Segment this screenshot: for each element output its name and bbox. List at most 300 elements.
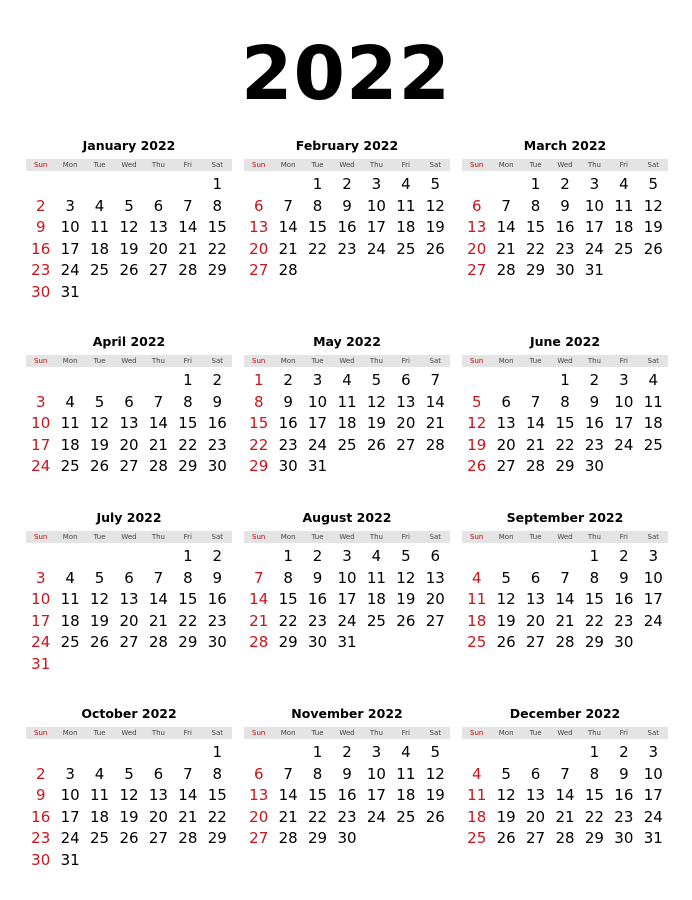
day-cell: 19 [496, 807, 516, 826]
empty-cell [244, 742, 273, 764]
month-calendar [462, 333, 668, 478]
weekday-label: Sat [429, 533, 441, 541]
day-cell: 31 [584, 261, 604, 280]
day-cell: 18 [396, 218, 416, 237]
day-cell: 21 [278, 807, 298, 826]
day-cell: 26 [425, 807, 445, 826]
day-cell: 17 [614, 414, 634, 433]
day-cell: 5 [501, 568, 511, 587]
empty-cell [244, 174, 273, 196]
day-cell: 11 [643, 392, 663, 411]
day-cell: 5 [501, 764, 511, 783]
day-cell: 13 [496, 414, 516, 433]
day-cell: 25 [60, 457, 80, 476]
day-cell: 1 [312, 743, 323, 761]
day-cell: 13 [526, 786, 546, 805]
day-cell: 22 [308, 239, 328, 258]
day-cell: 5 [648, 175, 659, 193]
empty-cell [26, 174, 55, 196]
day-cell: 21 [496, 239, 516, 258]
day-cell: 29 [178, 457, 198, 476]
day-cell: 21 [278, 239, 298, 258]
weekday-label: Thu [369, 357, 383, 365]
day-cell: 11 [614, 196, 634, 215]
day-cell: 20 [526, 807, 546, 826]
day-cell: 12 [366, 392, 386, 411]
weekday-label: Fri [183, 533, 192, 541]
month-title: April 2022 [92, 334, 166, 349]
day-cell-sunday: 6 [253, 196, 264, 215]
day-cell: 7 [530, 392, 541, 411]
day-cell: 17 [337, 590, 357, 609]
day-grid [26, 370, 232, 478]
day-cell: 27 [119, 633, 139, 652]
day-cell: 23 [278, 435, 298, 454]
day-cell: 9 [619, 764, 629, 783]
day-cell: 17 [308, 414, 328, 433]
weekday-header [244, 531, 450, 543]
day-cell-sunday: 20 [249, 807, 269, 826]
day-cell: 24 [366, 807, 386, 826]
weekday-label: Fri [619, 533, 628, 541]
weekday-label: Thu [369, 161, 383, 169]
day-cell: 21 [425, 414, 445, 433]
weekday-label: Sun [252, 729, 266, 737]
day-cell: 2 [619, 547, 629, 565]
weekday-label: Thu [151, 161, 165, 169]
empty-cell [26, 742, 55, 764]
weekday-header [244, 159, 450, 171]
day-cell: 12 [643, 196, 663, 215]
day-cell: 17 [643, 786, 663, 805]
day-cell: 16 [207, 414, 227, 433]
weekday-label: Sun [252, 161, 266, 169]
day-cell-sunday: 24 [31, 633, 51, 652]
day-cell: 28 [496, 261, 516, 280]
day-cell: 30 [207, 633, 227, 652]
empty-cell [173, 742, 202, 764]
day-cell-sunday: 13 [249, 786, 269, 805]
day-cell: 16 [337, 786, 357, 805]
day-cell: 27 [425, 611, 445, 630]
day-cell: 3 [648, 743, 659, 761]
empty-cell [114, 546, 143, 568]
day-cell: 25 [366, 611, 386, 630]
day-cell: 13 [425, 568, 445, 587]
day-cell: 3 [342, 547, 352, 565]
weekday-label: Mon [62, 357, 78, 365]
day-grid [244, 174, 450, 282]
day-cell: 2 [342, 743, 352, 761]
day-cell: 10 [614, 392, 634, 411]
day-cell: 24 [60, 261, 80, 280]
day-cell: 13 [148, 218, 168, 237]
day-cell: 18 [366, 590, 386, 609]
day-cell: 23 [555, 239, 575, 258]
month-calendar [26, 509, 232, 676]
day-cell: 23 [207, 435, 227, 454]
weekday-label: Tue [529, 161, 542, 169]
day-cell: 5 [94, 568, 105, 587]
day-cell: 3 [619, 371, 629, 389]
day-cell-sunday: 18 [467, 611, 487, 630]
day-cell: 28 [148, 633, 168, 652]
day-cell: 10 [366, 764, 386, 783]
day-cell-sunday: 30 [31, 850, 51, 869]
weekday-label: Sun [470, 533, 484, 541]
day-cell: 20 [396, 414, 416, 433]
month-calendar [244, 705, 450, 850]
day-cell: 1 [183, 547, 193, 565]
day-grid [462, 174, 668, 282]
month-calendar [462, 137, 668, 282]
day-cell: 24 [584, 239, 604, 258]
day-cell-sunday: 31 [31, 654, 51, 673]
day-cell: 28 [148, 457, 168, 476]
day-cell-sunday: 17 [31, 435, 51, 454]
day-cell: 14 [278, 786, 298, 805]
weekday-header [244, 727, 450, 739]
day-cell: 27 [526, 829, 546, 848]
day-grid [26, 546, 232, 676]
month-calendar [26, 137, 232, 304]
day-cell: 3 [589, 175, 600, 193]
month-title: June 2022 [529, 334, 601, 349]
day-cell: 21 [555, 807, 575, 826]
weekday-label: Wed [339, 161, 355, 169]
day-cell: 25 [643, 435, 663, 454]
weekday-label: Mon [280, 357, 296, 365]
day-cell: 11 [337, 392, 357, 411]
month-title: May 2022 [313, 334, 381, 349]
day-cell: 26 [496, 829, 516, 848]
day-cell: 8 [183, 568, 193, 587]
day-cell: 15 [178, 590, 198, 609]
day-cell: 24 [60, 829, 80, 848]
day-cell: 6 [153, 196, 164, 215]
day-cell-sunday: 6 [253, 764, 264, 783]
day-cell: 28 [278, 829, 298, 848]
empty-cell [273, 174, 302, 196]
day-cell: 1 [560, 371, 570, 389]
weekday-label: Tue [311, 729, 324, 737]
month-calendar [244, 509, 450, 654]
empty-cell [114, 174, 143, 196]
weekday-label: Sun [470, 729, 484, 737]
empty-cell [462, 742, 491, 764]
weekday-label: Thu [587, 533, 601, 541]
weekday-label: Thu [587, 161, 601, 169]
day-cell: 18 [90, 807, 110, 826]
weekday-label: Fri [183, 161, 192, 169]
weekday-label: Mon [280, 533, 296, 541]
day-cell: 5 [124, 764, 134, 783]
day-cell: 31 [308, 457, 328, 476]
day-cell: 2 [312, 547, 323, 565]
day-cell: 11 [90, 786, 110, 805]
day-cell: 19 [90, 611, 110, 630]
day-cell-sunday: 25 [467, 829, 487, 848]
day-cell: 2 [619, 743, 629, 761]
weekday-label: Sun [34, 357, 48, 365]
day-cell: 1 [283, 547, 293, 565]
day-grid [462, 370, 668, 478]
day-cell: 10 [308, 392, 328, 411]
day-cell: 21 [526, 435, 546, 454]
day-grid [26, 174, 232, 304]
day-cell: 29 [308, 829, 328, 848]
day-cell-sunday: 19 [467, 435, 487, 454]
day-cell-sunday: 9 [35, 786, 46, 805]
weekday-header [244, 355, 450, 367]
day-cell: 19 [643, 218, 663, 237]
day-cell: 16 [614, 590, 634, 609]
weekday-label: Tue [93, 357, 106, 365]
day-cell: 11 [60, 590, 80, 609]
weekday-label: Wed [121, 161, 137, 169]
day-cell: 23 [207, 611, 227, 630]
day-cell-sunday: 20 [467, 239, 487, 258]
empty-cell [114, 742, 143, 764]
weekday-label: Sat [647, 357, 659, 365]
day-cell: 29 [178, 633, 198, 652]
weekday-header [26, 531, 232, 543]
day-cell: 16 [614, 786, 634, 805]
day-cell: 31 [337, 633, 357, 652]
day-cell: 4 [371, 547, 382, 565]
day-cell-sunday: 22 [249, 435, 269, 454]
day-cell: 10 [60, 218, 80, 237]
day-cell: 8 [312, 764, 323, 783]
day-cell: 18 [90, 239, 110, 258]
weekday-label: Fri [183, 357, 192, 365]
weekday-label: Tue [529, 533, 542, 541]
day-cell: 1 [212, 743, 223, 761]
day-cell: 22 [178, 435, 198, 454]
day-grid [244, 742, 450, 850]
day-cell: 4 [94, 764, 105, 783]
day-cell: 27 [119, 457, 139, 476]
day-grid [244, 546, 450, 654]
day-cell: 22 [278, 611, 298, 630]
day-cell: 18 [396, 786, 416, 805]
weekday-label: Tue [311, 533, 324, 541]
day-grid [462, 546, 668, 654]
weekday-label: Wed [121, 729, 137, 737]
day-cell: 6 [530, 764, 541, 783]
day-cell: 12 [496, 590, 516, 609]
day-cell: 19 [425, 786, 445, 805]
day-cell: 31 [643, 829, 663, 848]
weekday-label: Mon [498, 533, 514, 541]
day-cell: 6 [124, 392, 134, 411]
day-cell: 25 [396, 807, 416, 826]
day-cell: 15 [584, 590, 604, 609]
day-cell: 19 [496, 611, 516, 630]
weekday-label: Thu [587, 729, 601, 737]
weekday-label: Fri [619, 729, 628, 737]
day-cell: 25 [60, 633, 80, 652]
day-cell: 12 [119, 786, 139, 805]
empty-cell [462, 370, 491, 392]
day-cell-sunday: 9 [35, 218, 46, 237]
day-cell: 10 [60, 786, 80, 805]
weekday-header [26, 727, 232, 739]
day-cell: 19 [396, 590, 416, 609]
weekday-label: Mon [62, 533, 78, 541]
empty-cell [144, 370, 173, 392]
day-cell-sunday: 21 [249, 611, 269, 630]
day-cell: 20 [425, 590, 445, 609]
day-cell: 8 [589, 568, 600, 587]
day-cell: 3 [312, 371, 323, 389]
empty-cell [26, 370, 55, 392]
day-cell: 6 [501, 392, 511, 411]
weekday-label: Sat [211, 161, 223, 169]
day-cell: 3 [371, 175, 382, 193]
day-cell: 23 [614, 611, 634, 630]
day-cell: 11 [396, 764, 416, 783]
weekday-label: Tue [529, 357, 542, 365]
day-cell: 21 [178, 239, 198, 258]
day-cell: 12 [396, 568, 416, 587]
weekday-label: Mon [498, 729, 514, 737]
weekday-label: Wed [339, 729, 355, 737]
empty-cell [26, 546, 55, 568]
day-cell: 24 [643, 807, 663, 826]
day-cell: 16 [207, 590, 227, 609]
day-cell: 20 [526, 611, 546, 630]
day-cell: 6 [401, 371, 411, 389]
day-cell: 9 [312, 568, 323, 587]
weekday-label: Sat [429, 357, 441, 365]
day-cell: 1 [312, 175, 323, 193]
day-cell: 14 [425, 392, 445, 411]
day-cell: 29 [278, 633, 298, 652]
day-cell: 4 [648, 371, 659, 389]
day-cell: 7 [560, 568, 570, 587]
day-cell: 31 [60, 282, 80, 301]
day-cell: 24 [614, 435, 634, 454]
empty-cell [550, 742, 579, 764]
day-cell: 30 [555, 261, 575, 280]
month-title: October 2022 [81, 706, 177, 721]
day-cell: 30 [584, 457, 604, 476]
day-cell: 7 [560, 764, 570, 783]
day-cell: 20 [119, 611, 139, 630]
day-cell: 2 [283, 371, 293, 389]
day-cell: 30 [308, 633, 328, 652]
day-cell: 16 [555, 218, 575, 237]
day-cell: 1 [589, 743, 600, 761]
day-cell: 15 [308, 786, 328, 805]
day-cell: 30 [207, 457, 227, 476]
day-cell: 3 [65, 196, 75, 215]
day-cell: 7 [430, 371, 441, 389]
day-cell: 15 [555, 414, 575, 433]
day-cell: 28 [526, 457, 546, 476]
day-cell: 28 [178, 829, 198, 848]
day-cell: 17 [366, 786, 386, 805]
day-cell: 11 [90, 218, 110, 237]
weekday-label: Sat [429, 729, 441, 737]
day-cell: 7 [183, 196, 193, 215]
day-cell: 4 [65, 568, 75, 587]
weekday-label: Sat [647, 729, 659, 737]
day-cell-sunday: 20 [249, 239, 269, 258]
day-cell-sunday: 11 [467, 786, 487, 805]
day-cell-sunday: 10 [31, 590, 51, 609]
day-cell: 22 [207, 239, 227, 258]
day-cell: 27 [148, 261, 168, 280]
day-cell: 30 [278, 457, 298, 476]
day-cell: 9 [342, 196, 352, 215]
day-cell: 9 [342, 764, 352, 783]
empty-cell [85, 546, 114, 568]
day-cell: 12 [119, 218, 139, 237]
day-cell: 16 [308, 590, 328, 609]
day-cell: 18 [337, 414, 357, 433]
day-cell: 2 [342, 175, 352, 193]
day-cell: 17 [60, 239, 80, 258]
day-cell: 6 [153, 764, 164, 783]
day-cell: 9 [283, 392, 293, 411]
day-cell: 4 [619, 175, 629, 193]
day-cell: 19 [119, 807, 139, 826]
weekday-label: Tue [311, 357, 324, 365]
day-cell: 10 [337, 568, 357, 587]
empty-cell [491, 174, 520, 196]
day-cell-sunday: 30 [31, 282, 51, 301]
day-cell: 19 [366, 414, 386, 433]
month-title: January 2022 [82, 138, 176, 153]
day-cell: 13 [119, 414, 139, 433]
day-cell: 27 [496, 457, 516, 476]
day-cell: 11 [366, 568, 386, 587]
day-cell: 10 [584, 196, 604, 215]
weekday-label: Tue [311, 161, 324, 169]
day-cell: 7 [283, 764, 293, 783]
day-cell: 4 [401, 743, 411, 761]
day-cell: 13 [148, 786, 168, 805]
weekday-label: Wed [339, 357, 355, 365]
weekday-label: Mon [62, 161, 78, 169]
day-cell: 15 [526, 218, 546, 237]
empty-cell [144, 546, 173, 568]
day-cell: 9 [212, 392, 223, 411]
day-cell: 26 [90, 633, 110, 652]
empty-cell [173, 174, 202, 196]
day-cell: 5 [430, 743, 441, 761]
empty-cell [521, 742, 550, 764]
day-cell: 22 [207, 807, 227, 826]
day-cell: 14 [555, 590, 575, 609]
day-cell: 9 [589, 392, 600, 411]
day-cell-sunday: 1 [253, 371, 264, 389]
day-cell: 21 [148, 611, 168, 630]
weekday-label: Wed [557, 161, 573, 169]
day-grid [462, 742, 668, 850]
day-cell: 27 [148, 829, 168, 848]
empty-cell [85, 742, 114, 764]
day-cell: 9 [560, 196, 570, 215]
weekday-label: Sun [34, 161, 48, 169]
empty-cell [114, 370, 143, 392]
empty-cell [462, 174, 491, 196]
day-cell-sunday: 29 [249, 457, 269, 476]
day-cell: 8 [183, 392, 193, 411]
day-cell: 17 [584, 218, 604, 237]
